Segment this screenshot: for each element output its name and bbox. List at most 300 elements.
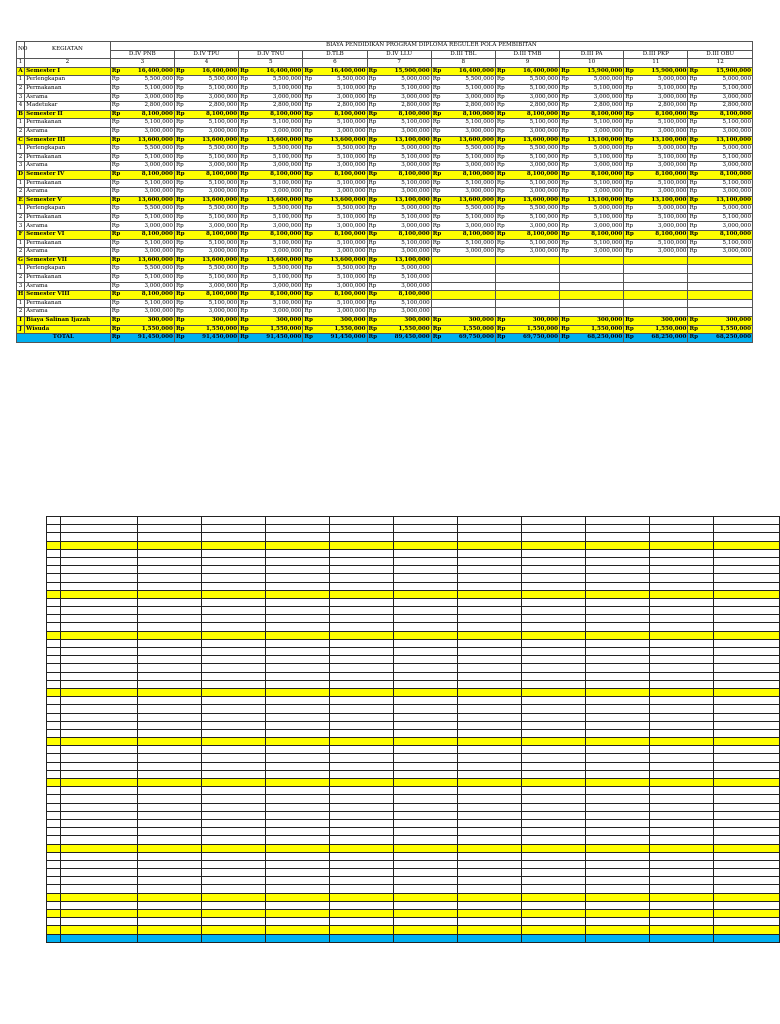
currency-cell: Rp — [624, 170, 636, 179]
currency-cell: Rp — [560, 119, 572, 128]
blank-cell — [266, 828, 330, 836]
currency-cell: Rp — [303, 325, 315, 334]
amount-cell: 1,550,000 — [122, 325, 174, 334]
currency-cell: Rp — [367, 76, 379, 85]
blank-cell — [266, 672, 330, 680]
blank-cell — [266, 705, 330, 713]
amount-cell: 91,450,000 — [187, 334, 239, 343]
amount-cell: 13,600,000 — [122, 196, 174, 205]
row-number: 2 — [17, 188, 25, 197]
blank-cell — [650, 582, 714, 590]
amount-cell: 5,100,000 — [315, 239, 367, 248]
currency-cell: Rp — [560, 231, 572, 240]
blank-cell — [714, 582, 780, 590]
row-label: Asrama — [25, 282, 111, 291]
blank-cell — [138, 754, 202, 762]
blank-cell — [330, 787, 394, 795]
blank-cell — [61, 860, 138, 868]
blank-cell — [586, 525, 650, 533]
currency-cell: Rp — [174, 282, 186, 291]
amount-cell: 300,000 — [700, 317, 752, 326]
amount-cell: 13,600,000 — [443, 196, 495, 205]
amount-cell: 8,100,000 — [122, 110, 174, 119]
currency-cell: Rp — [110, 274, 122, 283]
blank-cell — [330, 672, 394, 680]
amount-cell: 5,100,000 — [636, 213, 688, 222]
blank-cell — [522, 795, 586, 803]
amount-cell: 3,000,000 — [251, 282, 303, 291]
blank-cell — [47, 729, 61, 737]
row-label: Asrama — [25, 308, 111, 317]
blank-cell — [266, 607, 330, 615]
blank-cell — [458, 721, 522, 729]
amount-cell: 5,100,000 — [122, 84, 174, 93]
currency-cell: Rp — [431, 222, 443, 231]
currency-cell: Rp — [688, 136, 700, 145]
amount-cell: 5,100,000 — [636, 119, 688, 128]
currency-cell: Rp — [110, 93, 122, 102]
blank-cell — [47, 877, 61, 885]
currency-cell: Rp — [431, 136, 443, 145]
blank-cell — [266, 901, 330, 909]
currency-cell: Rp — [688, 231, 700, 240]
blank-cell — [394, 729, 458, 737]
blank-cell — [138, 885, 202, 893]
blank-cell — [650, 672, 714, 680]
amount-cell: 5,100,000 — [251, 274, 303, 283]
currency-cell: Rp — [560, 162, 572, 171]
amount-cell: 3,000,000 — [315, 222, 367, 231]
amount-cell: 1,550,000 — [636, 325, 688, 334]
blank-cell — [394, 656, 458, 664]
blank-cell — [522, 803, 586, 811]
blank-row — [47, 819, 780, 827]
currency-cell: Rp — [624, 239, 636, 248]
blank-cell — [61, 664, 138, 672]
currency-cell: Rp — [624, 231, 636, 240]
currency-cell: Rp — [174, 325, 186, 334]
blank-cell — [61, 549, 138, 557]
blank-cell — [266, 885, 330, 893]
currency-cell: Rp — [495, 188, 507, 197]
total-label: TOTAL — [17, 334, 111, 343]
amount-cell: 8,100,000 — [251, 231, 303, 240]
currency-cell: Rp — [239, 162, 251, 171]
amount-cell: 3,000,000 — [379, 282, 431, 291]
currency-cell: Rp — [495, 213, 507, 222]
blank-cell — [202, 623, 266, 631]
blank-cell — [47, 705, 61, 713]
currency-cell: Rp — [110, 127, 122, 136]
blank-cell — [714, 811, 780, 819]
amount-cell: 3,000,000 — [122, 188, 174, 197]
blank-cell — [522, 631, 586, 639]
amount-cell: 1,550,000 — [251, 325, 303, 334]
currency-cell: Rp — [367, 170, 379, 179]
column-number: 1 — [17, 59, 25, 68]
currency-cell: Rp — [110, 145, 122, 154]
program-header: D.IV PNB — [110, 50, 174, 59]
amount-cell: 8,100,000 — [251, 170, 303, 179]
row-label: Permakanan — [25, 239, 111, 248]
currency-cell: Rp — [495, 119, 507, 128]
currency-cell: Rp — [560, 205, 572, 214]
blank-cell — [586, 934, 650, 942]
blank-cell — [522, 549, 586, 557]
blank-cell — [138, 910, 202, 918]
row-label: Permakanan — [25, 179, 111, 188]
tuition-cost-table — [16, 41, 753, 343]
blank-cell — [266, 762, 330, 770]
amount-cell: 5,100,000 — [187, 239, 239, 248]
amount-cell: 3,000,000 — [315, 162, 367, 171]
empty-cell — [495, 308, 559, 317]
blank-cell — [458, 533, 522, 541]
currency-cell: Rp — [303, 274, 315, 283]
blank-row — [47, 746, 780, 754]
amount-cell: 8,100,000 — [122, 170, 174, 179]
blank-cell — [714, 770, 780, 778]
currency-cell: Rp — [431, 334, 443, 343]
amount-cell: 3,000,000 — [700, 127, 752, 136]
blank-cell — [458, 762, 522, 770]
amount-cell: 5,100,000 — [572, 153, 624, 162]
blank-cell — [330, 918, 394, 926]
amount-cell: 68,250,000 — [572, 334, 624, 343]
blank-cell — [330, 770, 394, 778]
blank-cell — [586, 557, 650, 565]
blank-cell — [266, 697, 330, 705]
amount-cell: 8,100,000 — [508, 231, 560, 240]
amount-cell: 5,000,000 — [700, 145, 752, 154]
amount-cell: 13,600,000 — [251, 196, 303, 205]
blank-cell — [394, 549, 458, 557]
total-row — [17, 334, 753, 343]
blank-cell — [650, 770, 714, 778]
amount-cell: 5,000,000 — [572, 76, 624, 85]
blank-row — [47, 918, 780, 926]
blank-cell — [266, 877, 330, 885]
amount-cell: 8,100,000 — [700, 110, 752, 119]
blank-cell — [650, 623, 714, 631]
currency-cell: Rp — [367, 179, 379, 188]
row-label: Semester VIII — [25, 291, 111, 300]
blank-cell — [650, 738, 714, 746]
row-label: Asrama — [25, 127, 111, 136]
blank-cell — [394, 525, 458, 533]
blank-cell — [47, 557, 61, 565]
blank-cell — [394, 901, 458, 909]
blank-cell — [266, 934, 330, 942]
blank-cell — [61, 877, 138, 885]
blank-cell — [714, 549, 780, 557]
blank-cell — [394, 934, 458, 942]
amount-cell: 3,000,000 — [122, 162, 174, 171]
blank-cell — [586, 795, 650, 803]
blank-cell — [586, 885, 650, 893]
currency-cell: Rp — [495, 110, 507, 119]
amount-cell: 5,000,000 — [636, 205, 688, 214]
blank-cell — [330, 852, 394, 860]
blank-cell — [586, 648, 650, 656]
currency-cell: Rp — [688, 170, 700, 179]
currency-cell: Rp — [174, 102, 186, 111]
blank-cell — [522, 779, 586, 787]
currency-cell: Rp — [688, 102, 700, 111]
blank-cell — [650, 541, 714, 549]
blank-cell — [266, 533, 330, 541]
blank-cell — [61, 885, 138, 893]
blank-cell — [61, 762, 138, 770]
currency-cell: Rp — [239, 170, 251, 179]
blank-cell — [394, 819, 458, 827]
blank-cell — [458, 811, 522, 819]
row-label: Biaya Salinan Ijazah — [25, 317, 111, 326]
blank-cell — [202, 590, 266, 598]
blank-cell — [458, 852, 522, 860]
currency-cell: Rp — [303, 76, 315, 85]
item-row — [17, 239, 753, 248]
blank-row — [47, 574, 780, 582]
currency-cell: Rp — [303, 205, 315, 214]
amount-cell: 3,000,000 — [379, 248, 431, 257]
blank-cell — [394, 869, 458, 877]
blank-cell — [266, 574, 330, 582]
currency-cell: Rp — [367, 188, 379, 197]
empty-cell — [624, 299, 688, 308]
currency-cell: Rp — [367, 93, 379, 102]
currency-cell: Rp — [367, 162, 379, 171]
row-number: 1 — [17, 145, 25, 154]
blank-row — [47, 517, 780, 525]
amount-cell: 8,100,000 — [251, 291, 303, 300]
amount-cell: 5,100,000 — [187, 299, 239, 308]
amount-cell: 5,100,000 — [700, 239, 752, 248]
blank-cell — [650, 648, 714, 656]
currency-cell: Rp — [367, 325, 379, 334]
currency-cell: Rp — [303, 145, 315, 154]
blank-row — [47, 525, 780, 533]
amount-cell: 5,100,000 — [572, 239, 624, 248]
blank-row — [47, 688, 780, 696]
currency-cell: Rp — [110, 76, 122, 85]
blank-cell — [714, 836, 780, 844]
blank-cell — [266, 738, 330, 746]
amount-cell: 1,550,000 — [315, 325, 367, 334]
blank-row — [47, 729, 780, 737]
blank-cell — [61, 852, 138, 860]
blank-cell — [586, 590, 650, 598]
blank-cell — [138, 680, 202, 688]
blank-cell — [650, 762, 714, 770]
currency-cell: Rp — [367, 153, 379, 162]
currency-cell: Rp — [624, 179, 636, 188]
blank-cell — [47, 918, 61, 926]
amount-cell: 5,100,000 — [315, 84, 367, 93]
currency-cell: Rp — [431, 205, 443, 214]
row-label: Permakanan — [25, 84, 111, 93]
blank-cell — [650, 934, 714, 942]
blank-cell — [330, 623, 394, 631]
blank-cell — [138, 623, 202, 631]
currency-cell: Rp — [624, 162, 636, 171]
currency-cell: Rp — [560, 67, 572, 76]
amount-cell: 1,550,000 — [187, 325, 239, 334]
blank-cell — [458, 729, 522, 737]
blank-cell — [394, 557, 458, 565]
amount-cell: 3,000,000 — [251, 93, 303, 102]
blank-cell — [586, 926, 650, 934]
blank-cell — [458, 754, 522, 762]
amount-cell: 5,100,000 — [251, 213, 303, 222]
currency-cell: Rp — [303, 222, 315, 231]
amount-cell: 5,000,000 — [379, 76, 431, 85]
blank-cell — [202, 893, 266, 901]
row-number: D — [17, 170, 25, 179]
currency-cell: Rp — [239, 67, 251, 76]
program-header: D.III TMB — [495, 50, 559, 59]
blank-cell — [714, 762, 780, 770]
blank-cell — [330, 598, 394, 606]
currency-cell: Rp — [431, 231, 443, 240]
currency-cell: Rp — [174, 274, 186, 283]
currency-cell: Rp — [560, 93, 572, 102]
blank-cell — [330, 557, 394, 565]
blank-cell — [202, 672, 266, 680]
blank-cell — [47, 541, 61, 549]
currency-cell: Rp — [110, 102, 122, 111]
currency-cell: Rp — [431, 162, 443, 171]
blank-cell — [202, 819, 266, 827]
amount-cell: 3,000,000 — [187, 222, 239, 231]
blank-cell — [202, 852, 266, 860]
blank-cell — [458, 697, 522, 705]
blank-cell — [650, 680, 714, 688]
blank-row — [47, 533, 780, 541]
blank-cell — [714, 795, 780, 803]
column-number: 4 — [174, 59, 238, 68]
blank-cell — [522, 844, 586, 852]
row-number: 1 — [17, 299, 25, 308]
blank-cell — [522, 746, 586, 754]
amount-cell: 8,100,000 — [251, 110, 303, 119]
currency-cell: Rp — [495, 317, 507, 326]
blank-cell — [330, 901, 394, 909]
blank-cell — [202, 926, 266, 934]
program-header: D.III OBU — [688, 50, 753, 59]
blank-cell — [458, 877, 522, 885]
blank-cell — [202, 533, 266, 541]
currency-cell: Rp — [367, 67, 379, 76]
amount-cell: 8,100,000 — [572, 231, 624, 240]
blank-row — [47, 836, 780, 844]
blank-cell — [586, 877, 650, 885]
amount-cell: 8,100,000 — [315, 291, 367, 300]
blank-cell — [522, 713, 586, 721]
blank-cell — [650, 639, 714, 647]
blank-cell — [47, 598, 61, 606]
blank-cell — [61, 869, 138, 877]
blank-cell — [202, 557, 266, 565]
blank-cell — [650, 754, 714, 762]
blank-cell — [138, 705, 202, 713]
blank-row — [47, 926, 780, 934]
amount-cell: 300,000 — [636, 317, 688, 326]
blank-cell — [650, 590, 714, 598]
currency-cell: Rp — [560, 196, 572, 205]
currency-cell: Rp — [303, 231, 315, 240]
blank-cell — [330, 819, 394, 827]
blank-cell — [458, 631, 522, 639]
amount-cell: 5,100,000 — [315, 119, 367, 128]
blank-row — [47, 656, 780, 664]
blank-cell — [714, 746, 780, 754]
blank-cell — [394, 860, 458, 868]
blank-row — [47, 590, 780, 598]
amount-cell: 13,600,000 — [508, 136, 560, 145]
blank-cell — [458, 541, 522, 549]
program-header: D.III TBL — [431, 50, 495, 59]
amount-cell: 8,100,000 — [700, 231, 752, 240]
currency-cell: Rp — [688, 119, 700, 128]
column-number: 11 — [624, 59, 688, 68]
amount-cell: 5,500,000 — [315, 145, 367, 154]
amount-cell: 13,100,000 — [379, 256, 431, 265]
row-number: 2 — [17, 274, 25, 283]
currency-cell: Rp — [688, 67, 700, 76]
header-title: BIAYA PENDIDIKAN PROGRAM DIPLOMA REGULER POLA PEMBIBITAN — [110, 42, 752, 51]
currency-cell: Rp — [174, 84, 186, 93]
blank-cell — [714, 664, 780, 672]
blank-cell — [47, 738, 61, 746]
blank-cell — [47, 926, 61, 934]
amount-cell: 300,000 — [251, 317, 303, 326]
blank-cell — [522, 901, 586, 909]
currency-cell: Rp — [174, 145, 186, 154]
blank-cell — [61, 672, 138, 680]
blank-row — [47, 705, 780, 713]
currency-cell: Rp — [688, 239, 700, 248]
blank-cell — [650, 598, 714, 606]
blank-cell — [47, 590, 61, 598]
blank-cell — [522, 541, 586, 549]
amount-cell: 5,100,000 — [122, 299, 174, 308]
blank-cell — [650, 787, 714, 795]
row-number: 2 — [17, 213, 25, 222]
blank-cell — [138, 844, 202, 852]
currency-cell: Rp — [110, 239, 122, 248]
blank-cell — [586, 803, 650, 811]
blank-cell — [202, 729, 266, 737]
blank-cell — [714, 713, 780, 721]
currency-cell: Rp — [624, 136, 636, 145]
item-row — [17, 84, 753, 93]
currency-cell: Rp — [431, 248, 443, 257]
blank-row — [47, 639, 780, 647]
currency-cell: Rp — [688, 325, 700, 334]
amount-cell: 8,100,000 — [508, 170, 560, 179]
blank-cell — [522, 639, 586, 647]
blank-cell — [394, 639, 458, 647]
blank-cell — [47, 639, 61, 647]
blank-cell — [202, 869, 266, 877]
amount-cell: 8,100,000 — [443, 170, 495, 179]
blank-cell — [330, 631, 394, 639]
amount-cell: 5,000,000 — [572, 145, 624, 154]
blank-cell — [714, 869, 780, 877]
blank-cell — [650, 697, 714, 705]
currency-cell: Rp — [303, 170, 315, 179]
